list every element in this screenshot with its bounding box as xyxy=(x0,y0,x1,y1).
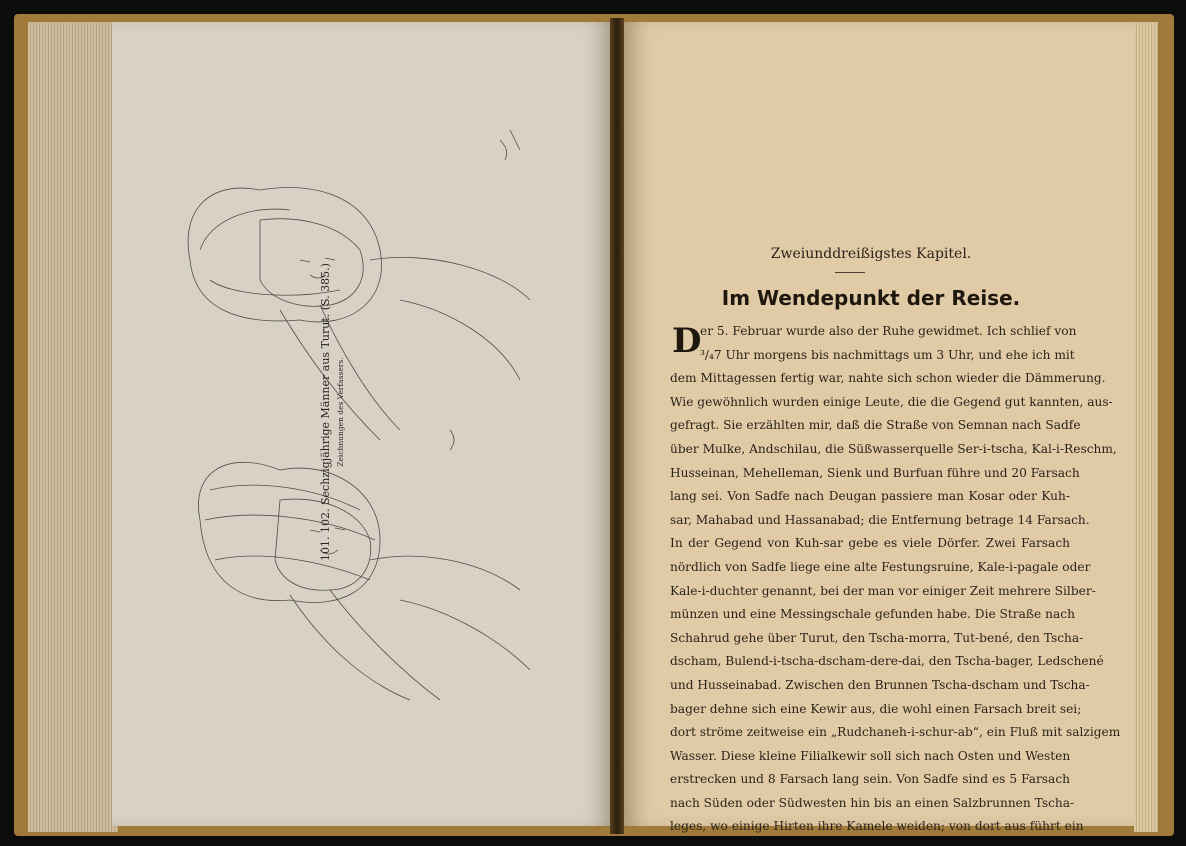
text-line: lang sei. Von Sadfe nach Deugan passiere man Kosar oder Kuh- xyxy=(670,489,1070,504)
text-line: bager dehne sich eine Kewir aus, die wohl einen Farsach breit sei; xyxy=(670,701,1082,716)
text-line: sar, Mahabad und Hassanabad; die Entfernung betrage 14 Farsach. xyxy=(670,512,1090,527)
text-line: leges, wo einige Hirten ihre Kamele weiden; von dort aus führt ein xyxy=(670,819,1084,834)
text-line: Schahrud gehe über Turut, den Tscha-morra, Tut-bené, den Tscha- xyxy=(670,630,1084,645)
two-portrait-sketches-icon xyxy=(170,100,590,700)
text-line: dort ströme zeitweise ein „Rudchaneh-i-schur-ab“, ein Fluß mit salzigem xyxy=(670,725,1121,740)
text-line: nördlich von Sadfe liege eine alte Festungsruine, Kale-i-pagale oder xyxy=(670,559,1091,574)
figure-caption xyxy=(319,202,345,622)
text-line: und Husseinabad. Zwischen den Brunnen Tscha-dscham und Tscha- xyxy=(670,677,1090,692)
text-line: gefragt. Sie erzählten mir, daß die Straße von Semnan nach Sadfe xyxy=(670,418,1081,433)
caption-credit: Zeichnungen des Verfassers. xyxy=(336,357,345,467)
text-line: nach Süden oder Südwesten hin bis an einen Salzbrunnen Tscha- xyxy=(670,795,1075,810)
chapter-title: Im Wendepunkt der Reise. xyxy=(721,286,1021,310)
caption-main: 101. 102. Sechzigjährige Männer aus Turut. (S. 385.) xyxy=(319,263,332,561)
text-line: münzen und eine Messingschale gefunden habe. Die Straße nach xyxy=(670,607,1075,622)
text-line: Wasser. Diese kleine Filialkewir soll sich nach Osten und Westen xyxy=(670,748,1071,763)
text-line: über Mulke, Andschilau, die Süßwasserquelle Ser-i-tscha, Kal-i-Reschm, xyxy=(670,441,1117,456)
page-stack-left xyxy=(28,22,118,832)
text-line: Husseinan, Mehelleman, Sienk und Burfuan führe und 20 Farsach xyxy=(670,465,1080,480)
text-line: ³/₄7 Uhr morgens bis nachmittags um 3 Uhr, und ehe ich mit xyxy=(700,347,1075,362)
title-divider xyxy=(835,272,865,273)
drop-cap: D xyxy=(672,321,702,361)
body-text xyxy=(670,320,1121,839)
text-line: Kale-i-duchter genannt, bei der man vor einiger Zeit mehrere Silber- xyxy=(670,583,1096,598)
text-line: er 5. Februar wurde also der Ruhe gewidmet. Ich schlief von xyxy=(700,324,1077,338)
text-line: dem Mittagessen fertig war, nahte sich schon wieder die Dämmerung. xyxy=(670,371,1106,386)
book-gutter xyxy=(610,18,624,834)
text-line: dscham, Bulend-i-tscha-dscham-dere-dai, den Tscha-bager, Ledschené xyxy=(670,654,1104,669)
text-line: Wie gewöhnlich wurden einige Leute, die die Gegend gut kannten, aus- xyxy=(670,394,1113,409)
text-line: erstrecken und 8 Farsach lang sein. Von Sadfe sind es 5 Farsach xyxy=(670,772,1070,787)
portrait-upper-icon xyxy=(188,130,530,440)
chapter-number: Zweiunddreißigstes Kapitel. xyxy=(770,246,972,262)
page-stack-right xyxy=(1134,22,1158,832)
text-line: In der Gegend von Kuh-sar gebe es viele Dörfer. Zwei Farsach xyxy=(670,536,1070,551)
portrait-lower-icon xyxy=(198,430,530,700)
